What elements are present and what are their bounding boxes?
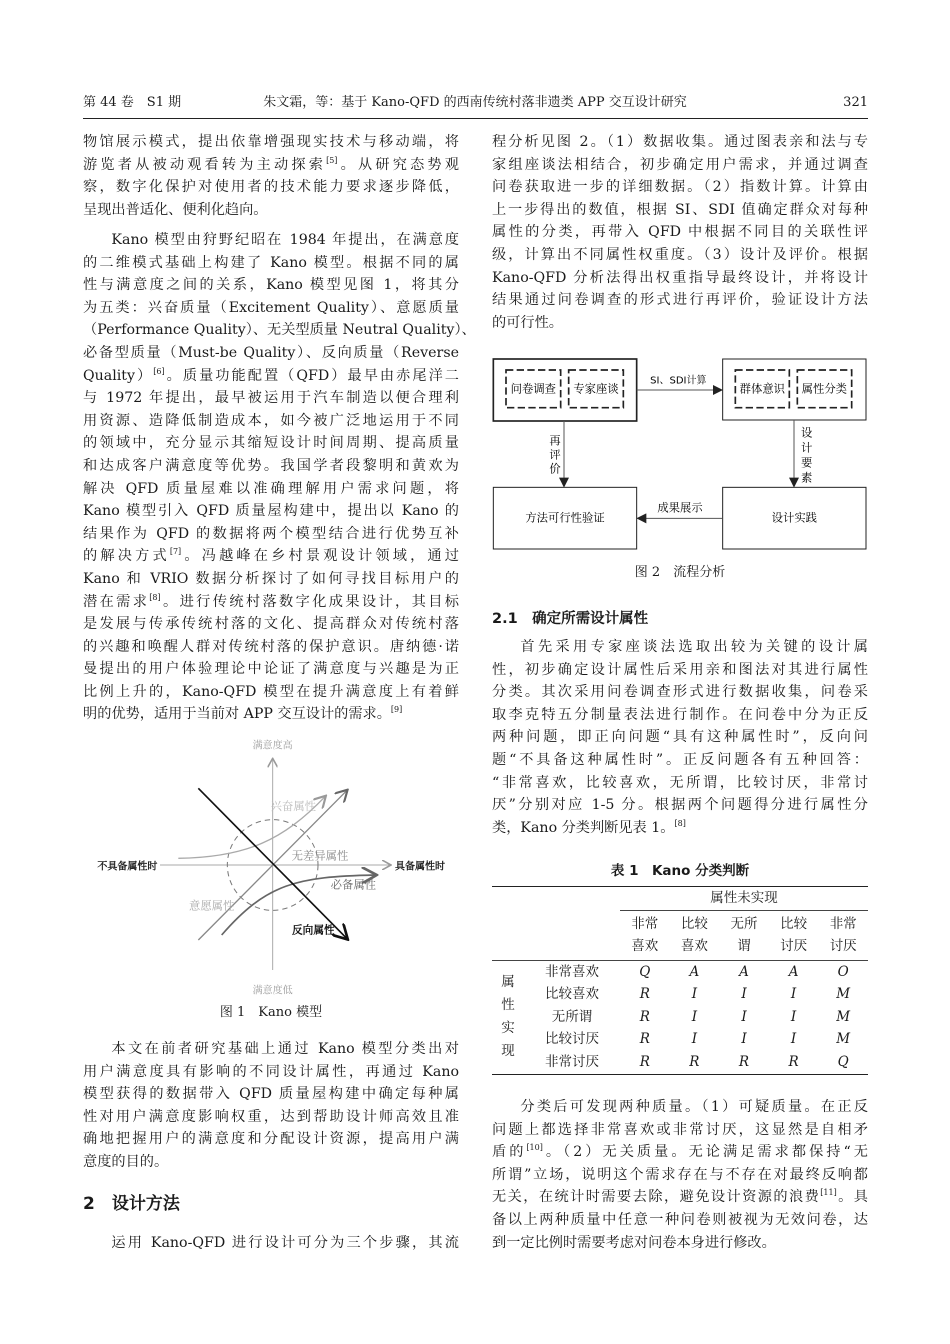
section-heading: 2 设计方法	[83, 1194, 180, 1214]
table-cell: M	[836, 986, 851, 1003]
row-label: 无所谓	[551, 1008, 593, 1025]
column-header-line: 非常	[829, 916, 857, 933]
table-row	[492, 960, 868, 983]
table1-caption: 表 1 Kano 分类判断	[610, 863, 750, 879]
citation: [8]	[674, 818, 686, 828]
label-must-be: 必备属性	[330, 877, 376, 892]
column-header-line: 谓	[737, 938, 751, 955]
citation: [10]	[526, 1143, 543, 1153]
text-line: 无关，在统计时需要去除，避免设计资源的浪费[11]。具	[492, 1188, 868, 1206]
text-line: 确地把握用户的满意度和分配设计资源，提高用户满	[83, 1131, 459, 1148]
text-line: 厌”分别对应 1-5 分。根据两个问题得分进行属性分	[492, 797, 868, 814]
column-header-line: 讨厌	[780, 938, 808, 955]
column-group-header: 属性未实现	[620, 887, 868, 911]
column-header	[818, 910, 868, 960]
table-cell: R	[639, 1031, 650, 1048]
axis-label-high: 满意度高	[252, 740, 293, 752]
table-cell: R	[639, 1008, 650, 1025]
text-line: 两种问题，即正向问题“具有这种属性时”，反向问	[492, 729, 868, 746]
text-line: 家组座谈法相结合，初步确定用户需求，并通过调查	[492, 156, 868, 173]
text-line: 是发展与传承传统村落的文化、提高群众对传统村落	[83, 616, 459, 633]
arrow-label-reeval-1: 再	[549, 433, 561, 448]
table-row	[492, 1028, 868, 1051]
citation: [7]	[169, 547, 182, 557]
box-feasibility-label: 方法可行性验证	[525, 510, 605, 525]
text-line: 呈现出普适化、便利化趋向。	[83, 201, 268, 218]
table-cell: M	[836, 1008, 851, 1025]
label-excitement: 兴奋属性	[270, 799, 316, 813]
text-line: 盾的[10]。（2）无关质量。无论满足需求都保持“无	[492, 1143, 868, 1161]
text-line: 解决 QFD 质量屋难以准确理解用户需求问题，将	[83, 480, 459, 497]
text-line: 问卷获取进一步的详细数据。（2）指数计算。计算由	[492, 179, 868, 196]
paragraph	[83, 131, 459, 221]
table-cell: A	[788, 963, 799, 980]
table-cell: I	[691, 986, 698, 1003]
text-line: 明的优势，适用于当前对 APP 交互设计的需求。[9]	[83, 705, 403, 723]
text-line: 结果通过问卷调查的形式进行再评价，验证设计方法	[492, 292, 868, 309]
column-header-line: 喜欢	[680, 938, 708, 955]
text-line: 备以上两种质量中任意一种问卷则被视为无效问卷，达	[492, 1211, 868, 1228]
text-line: Kano-QFD 分析法得出权重指导最终设计，并将设计	[492, 269, 868, 286]
box-attribute-class: 属性分类	[801, 381, 847, 396]
text-line: 潜在需求[8]。进行传统村落数字化成果设计，其目标	[83, 592, 459, 610]
text-line: Kano 和 VRIO 数据分析探讨了如何寻找目标用户的	[83, 570, 459, 587]
text-line: 级，计算出不同属性权重度。（3）设计及评价。根据	[492, 246, 868, 263]
table-cell: I	[790, 986, 797, 1003]
text-line: 用户满意度具有影响的不同设计属性，再通过 Kano	[83, 1063, 459, 1080]
row-label: 比较喜欢	[545, 986, 599, 1003]
table-cell: A	[689, 963, 700, 980]
table-cell: R	[788, 1053, 799, 1070]
box-design-practice-label: 设计实践	[771, 510, 817, 525]
text-line: 所谓”立场，说明这个需求存在与不存在对最终反响都	[492, 1166, 868, 1183]
journal-volume: 第 44 卷 S1 期	[83, 95, 182, 110]
figure-flow-analysis	[490, 355, 870, 555]
row-group-char: 性	[501, 997, 515, 1014]
table-cell: A	[739, 963, 749, 980]
arrow-label-si-sdi: SI、SDI计算	[650, 375, 707, 387]
text-line: 题“不具备这种属性时”。正反问题各有五种回答：	[492, 751, 868, 768]
citation: [8]	[149, 592, 161, 602]
text-line: 与 1972 年提出，最早被运用于汽车制造以便合理利	[83, 390, 459, 407]
text-line: 模型获得的数据带入 QFD 质量屋构建中确定每种属	[83, 1086, 459, 1103]
row-group-header	[492, 960, 524, 1074]
table-cell: O	[837, 963, 849, 980]
citation: [9]	[390, 705, 403, 715]
text-line: 察，数字化保护对使用者的技术能力要求逐步降低，	[83, 179, 459, 196]
header-rule	[83, 118, 868, 119]
text-line: 性与满意度之间的关系，Kano 模型见图 1，将其分	[83, 277, 459, 294]
arrow-label-design-1: 设	[800, 425, 813, 440]
text-line: 游览者从被动观看转为主动探索[5]。从研究态势观	[83, 155, 459, 173]
axis-label-low: 满意度低	[252, 985, 293, 997]
table-row	[492, 1051, 868, 1074]
box-group-awareness: 群体意识	[739, 381, 785, 396]
kano-classification-table	[492, 886, 868, 1075]
figure-kano-model	[80, 730, 460, 1000]
figure1-caption: 图 1 Kano 模型	[219, 1005, 323, 1020]
paragraph	[83, 1232, 459, 1255]
text-line: 物馆展示模式，提出依靠增强现实技术与移动端，将	[83, 134, 459, 150]
table-cell: I	[691, 1031, 698, 1048]
arrow-label-results: 成果展示	[657, 500, 703, 515]
arrow-label-design-2: 计	[800, 440, 813, 455]
text-line: 曼提出的用户体验理论中论证了满意度与兴趣是为正	[83, 661, 459, 678]
text-line: 的可行性。	[492, 314, 563, 331]
text-line: 属性的分类，再带入 QFD 中根据不同目的关联性评	[492, 224, 868, 241]
arrow-label-reeval-2: 评	[549, 447, 561, 462]
column-header	[719, 910, 769, 960]
text-line: 的兴趣和唤醒人群对传统村落的保护意识。唐纳德·诺	[83, 638, 459, 655]
paragraph	[492, 131, 868, 334]
label-reverse: 反向属性	[292, 923, 335, 937]
paragraph	[83, 229, 476, 726]
row-label: 非常喜欢	[545, 963, 599, 980]
text-line: 上一步得出的数值，根据 SI、SDI 值确定群众对每种	[492, 201, 868, 218]
table-cell: I	[741, 986, 747, 1003]
arrow-label-design-4: 素	[800, 470, 813, 485]
paragraph	[492, 1096, 868, 1254]
table-cell: I	[790, 1031, 797, 1048]
column-header-line: 比较	[680, 916, 708, 933]
row-group-char: 现	[501, 1043, 515, 1060]
citation: [6]	[153, 366, 165, 376]
text-line: （Performance Quality）、无关型质量 Neutral Quality）、	[83, 322, 476, 339]
text-line: 取李克特五分制量表法进行制作。在问卷中分为正反	[492, 706, 868, 723]
citation: [5]	[326, 155, 338, 165]
text-line: 的解决方式[7]。冯越峰在乡村景观设计领域，通过	[83, 547, 459, 565]
text-line: Kano 模型引入 QFD 质量屋构建中，提出以 Kano 的	[83, 503, 459, 520]
text-line: 为五类：兴奋质量（Excitement Quality）、意愿质量	[83, 299, 459, 316]
table-row	[492, 1006, 868, 1029]
page-number: 321	[843, 95, 868, 110]
running-title: 朱文霜，等：基于 Kano-QFD 的西南传统村落非遗类 APP 交互设计研究	[263, 95, 687, 110]
text-line: 性，初步确定设计属性后采用亲和图法对其进行属性	[492, 661, 868, 678]
row-label: 非常讨厌	[545, 1053, 599, 1070]
text-line: 的领域中，充分显示其缩短设计时间周期、提高质量	[83, 435, 459, 452]
text-line: 首先采用专家座谈法选取出较为关键的设计属	[520, 639, 868, 655]
text-line: 分类。其次采用问卷调查形式进行数据收集，问卷采	[492, 684, 868, 701]
subsection-heading: 2.1 确定所需设计属性	[492, 611, 649, 627]
text-line: 问题上都选择非常喜欢或非常讨厌，这显然是自相矛	[492, 1121, 868, 1138]
label-performance: 意愿属性	[189, 898, 235, 913]
paragraph	[492, 636, 868, 839]
column-header	[670, 910, 720, 960]
column-header-line: 无所	[730, 916, 758, 933]
text-line: 本文在前者研究基础上通过 Kano 模型分类出对	[111, 1041, 459, 1057]
table-cell: I	[691, 1008, 698, 1025]
table-cell: Q	[837, 1053, 849, 1070]
table-cell: Q	[639, 963, 651, 980]
text-line: 分类后可发现两种质量。（1）可疑质量。在正反	[520, 1099, 868, 1115]
table-cell: I	[741, 1008, 747, 1025]
table-cell: R	[639, 986, 650, 1003]
row-group-char: 实	[501, 1020, 515, 1037]
text-line: Quality）[6]。质量功能配置（QFD）最早由赤尾洋二	[83, 366, 459, 384]
text-line: 意度的目的。	[83, 1153, 169, 1170]
table-cell: R	[689, 1053, 700, 1070]
label-indifferent: 无差异属性	[291, 848, 349, 863]
table-cell: M	[836, 1031, 851, 1048]
text-line: 程分析见图 2。（1）数据收集。通过图表亲和法与专	[492, 134, 868, 150]
table-cell: I	[790, 1008, 797, 1025]
column-header-line: 喜欢	[631, 938, 659, 955]
figure2-caption: 图 2 流程分析	[634, 565, 726, 580]
row-group-char: 属	[501, 974, 515, 991]
axis-label-right: 具备属性时	[395, 861, 445, 873]
paragraph	[83, 1038, 459, 1174]
text-line: 性对用户满意度影响权重，达到帮助设计师高效且准	[83, 1108, 459, 1125]
table-cell: R	[738, 1053, 750, 1070]
column-header-line: 非常	[631, 916, 659, 933]
text-line: 必备型质量（Must-be Quality）、反向质量（Reverse	[83, 344, 459, 361]
column-header	[769, 910, 819, 960]
column-header-line: 比较	[780, 916, 808, 933]
text-line: 到一定比例时需要考虑对问卷本身进行修改。	[492, 1234, 776, 1251]
box-survey: 问卷调查	[510, 381, 556, 396]
column-header-line: 讨厌	[829, 938, 857, 955]
table-cell: R	[639, 1053, 650, 1070]
table-row	[492, 983, 868, 1006]
row-label: 比较讨厌	[545, 1031, 599, 1048]
text-line: 类，Kano 分类判断见表 1。[8]	[492, 818, 686, 836]
box-expert-talk: 专家座谈	[573, 381, 619, 396]
text-line: 比例上升的，Kano-QFD 模型在提升满意度上有着鲜	[83, 683, 459, 700]
arrow-label-reeval-3: 价	[549, 461, 561, 476]
column-header	[620, 910, 670, 960]
text-line: 的二维模式基础上构建了 Kano 模型。根据不同的属	[83, 254, 459, 271]
arrow-label-design-3: 要	[800, 455, 813, 470]
text-line: Kano 模型由狩野纪昭在 1984 年提出，在满意度	[111, 232, 459, 248]
text-line: “非常喜欢，比较喜欢，无所谓，比较讨厌，非常讨	[492, 774, 868, 791]
text-line: 和达成客户满意度等优势。我国学者段黎明和黄欢为	[83, 457, 459, 474]
table-cell: I	[741, 1031, 747, 1048]
axis-label-left: 不具备属性时	[97, 861, 158, 873]
text-line: 运用 Kano-QFD 进行设计可分为三个步骤，其流	[111, 1235, 459, 1251]
text-line: 用资源、造降低制造成本，如今被广泛地运用于不同	[83, 412, 459, 429]
citation: [11]	[820, 1188, 837, 1198]
text-line: 结果作为 QFD 的数据将两个模型结合进行优势互补	[83, 525, 459, 542]
